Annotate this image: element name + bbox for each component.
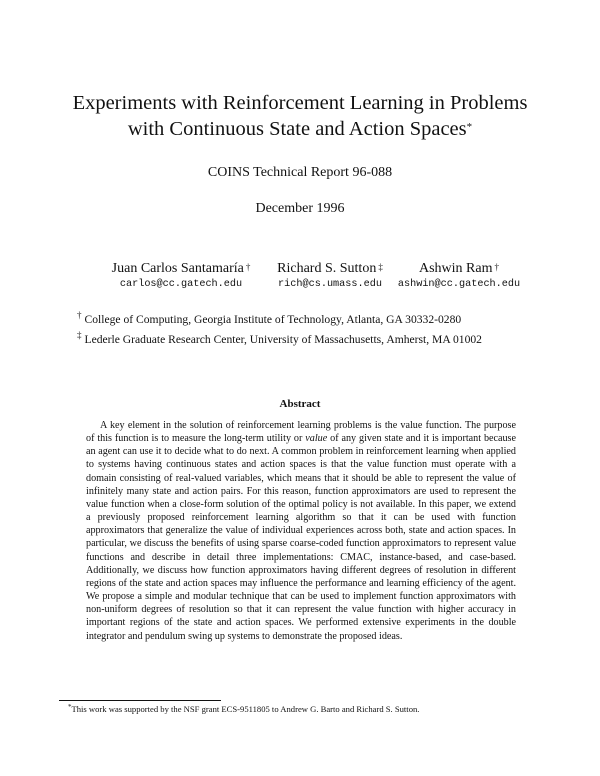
author-2-name-line [268, 260, 392, 278]
author-2-email: rich@cs.umass.edu [278, 279, 382, 290]
abstract-text-1: A key element in the solution of reinforcement learning problems is the value function. The purpose of this function is to measure the long-term utility or [86, 420, 516, 445]
report-number: COINS Technical Report 96-088 [207, 165, 393, 180]
author-3-name-line [394, 260, 524, 278]
title-line-2-text: with Continuous State and Action Spaces [127, 118, 467, 140]
author-2 [268, 260, 392, 292]
title-line-1: Experiments with Reinforcement Learning in Problems [72, 92, 528, 114]
author-1-name-line [96, 260, 266, 278]
affiliation-2-mark: ‡ [77, 330, 82, 340]
author-1-name: Juan Carlos Santamaría [111, 261, 244, 276]
report-date: December 1996 [255, 201, 345, 216]
author-1-email: carlos@cc.gatech.edu [119, 279, 243, 290]
abstract-text-2: of any given state and it is important because an agent can use it to decide what to do next. A common problem in reinforcement learning when applied to systems having continuous states and action spaces is that the value function must operate with a domain consisting of real-valued variables, which means that it should be able to represent the value of infinitely many state and action pairs. For this reason, function approximators are used to represent the value function when a close-form solution of the optimal policy is not available. In this paper, we extend a previously proposed reinforcement learning algorithm so that it can be used with function approximators that generalize the value of individual experiences across both, state and action spaces. In particular, we discuss the benefits of using sparse coarse-coded function approximators to represent value functions and describe in detail three implementations: CMAC, instance-based, and case-based. Additionally, we discuss how function approximators having different degrees of resolution in different regions of the state and action spaces may influence the performance and learning efficiency of the agent. We propose a simple and modular technique that can be used to implement function approximators with non-uniform degrees of resolution so that it can represent the value function with higher accuracy in important regions of the state and action spaces. We performed extensive experiments in the double integrator and pendulum swing up systems to demonstrate the proposed ideas. [86, 433, 516, 642]
affiliation-2 [77, 330, 482, 346]
title-footnote-mark: * [466, 121, 473, 133]
author-3 [394, 260, 524, 292]
abstract-heading: Abstract [279, 398, 321, 410]
affiliation-1-text: College of Computing, Georgia Institute of Technology, Atlanta, GA 30332-0280 [84, 313, 462, 326]
author-3-email: ashwin@cc.gatech.edu [397, 279, 521, 290]
abstract-body [86, 419, 516, 643]
affiliation-2-text: Lederle Graduate Research Center, University of Massachusetts, Amherst, MA 01002 [84, 333, 482, 346]
footnote-rule [59, 700, 221, 701]
author-3-mark: † [494, 262, 499, 272]
author-2-mark: ‡ [378, 262, 383, 272]
affiliation-1-mark: † [77, 310, 82, 320]
footnote-mark: * [68, 703, 72, 711]
author-2-name: Richard S. Sutton [277, 261, 377, 276]
footnote [68, 704, 419, 714]
abstract-italic-value: value [305, 433, 328, 445]
author-1-mark: † [245, 262, 251, 272]
title-line-2 [0, 116, 600, 142]
footnote-text: This work was supported by the NSF grant ECS-9511805 to Andrew G. Barto and Richard S. Sutton. [71, 704, 420, 714]
author-3-name: Ashwin Ram [419, 261, 493, 276]
paper-title [0, 90, 600, 142]
author-1 [96, 260, 266, 292]
affiliation-1 [77, 310, 462, 326]
